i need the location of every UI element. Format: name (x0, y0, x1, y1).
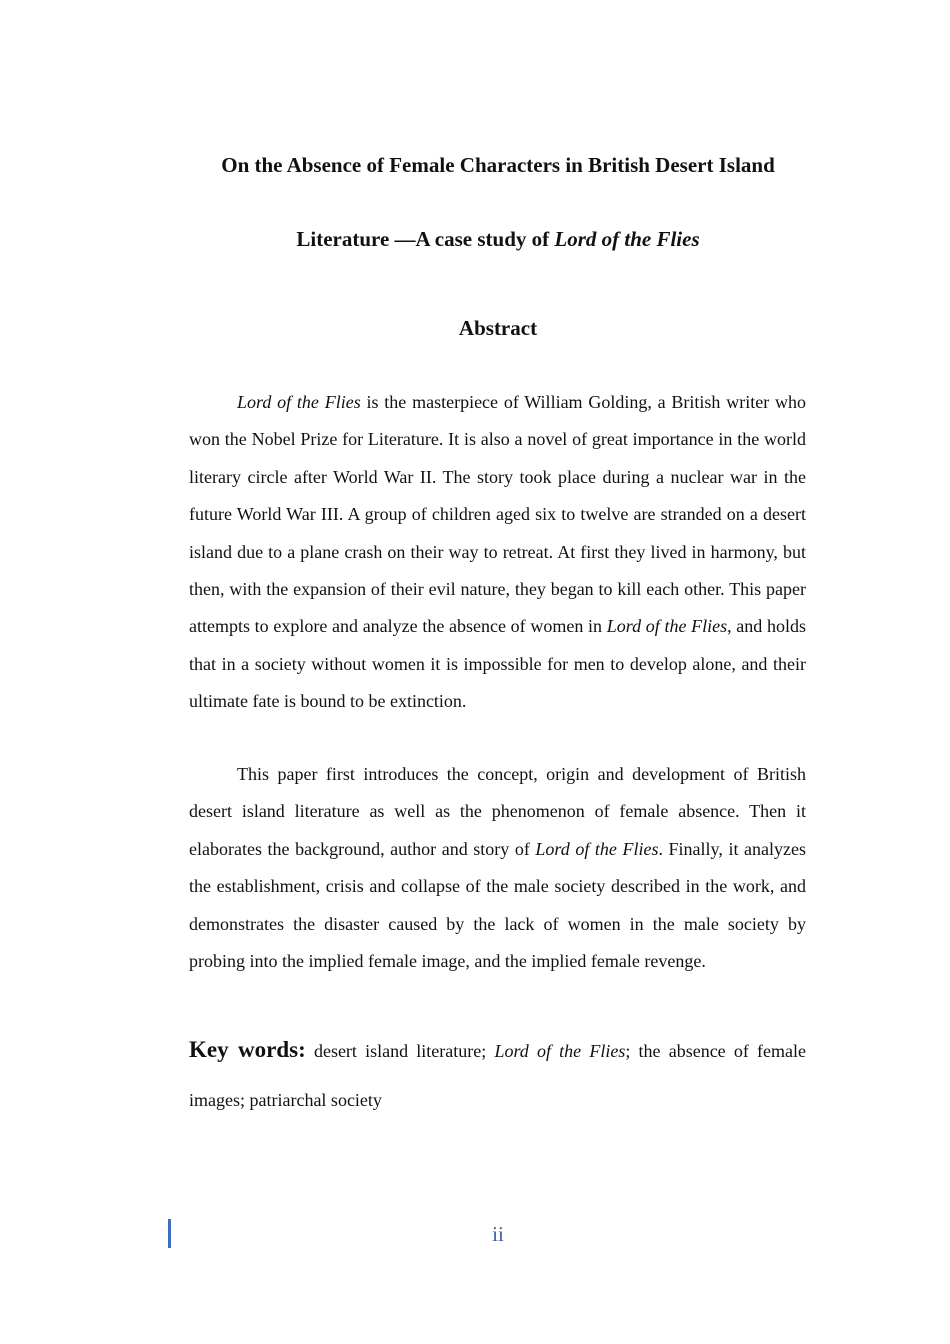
paragraph-2-text-b: . Finally, it analyzes the establishment, crisis and collapse of the male society described in the work, and demonstrates the disaster caused by the lack of women in the male society by probing into the implied female image, and the implied female revenge. (189, 838, 806, 972)
paper-title-text-1: On the Absence of Female Characters in British Desert Island (221, 153, 775, 177)
paper-title-book-name: Lord of the Flies (554, 227, 700, 251)
paper-title-line-1 (0, 151, 950, 179)
abstract-paragraph-2 (189, 756, 806, 980)
paragraph-2-text-a: This paper first introduces the concept, origin and development of British desert island literature as well as the phenomenon of female absence. Then it elaborates the background, author and story of (189, 764, 806, 859)
keywords-label: Key words: (189, 1037, 306, 1062)
book-title-italic: Lord of the Flies (494, 1041, 626, 1061)
book-title-italic: Lord of the Flies (237, 392, 361, 412)
paragraph-1-text-a: is the masterpiece of William Golding, a British writer who won the Nobel Prize for Literature. It is also a novel of great importance in the world literary circle after World War II. The story took place during a nuclear war in the future World War III. A group of children aged six to twelve are stranded on a desert island due to a plane crash on their way to retreat. At first they lived in harmony, but then, with the expansion of their evil nature, they began to kill each other. This paper attempts to explore and analyze the absence of women in (189, 392, 806, 637)
abstract-heading: Abstract (458, 316, 538, 340)
keywords-text-a: desert island literature; (305, 1041, 495, 1061)
keywords-text-b: ; the absence of female images; patriarchal society (189, 1041, 806, 1110)
keywords-section (189, 1025, 806, 1125)
paragraph-1-text-b: , and holds that in a society without women it is impossible for men to develop alone, and their ultimate fate is bound to be extinction. (189, 616, 806, 712)
book-title-italic: Lord of the Flies (535, 838, 659, 859)
page-number: ii (492, 1222, 504, 1246)
paper-title-text-2: Literature —A case study of (296, 227, 555, 251)
book-title-italic: Lord of the Flies (606, 616, 728, 637)
abstract-paragraph-1 (189, 384, 806, 721)
paper-title-line-2 (0, 225, 950, 253)
